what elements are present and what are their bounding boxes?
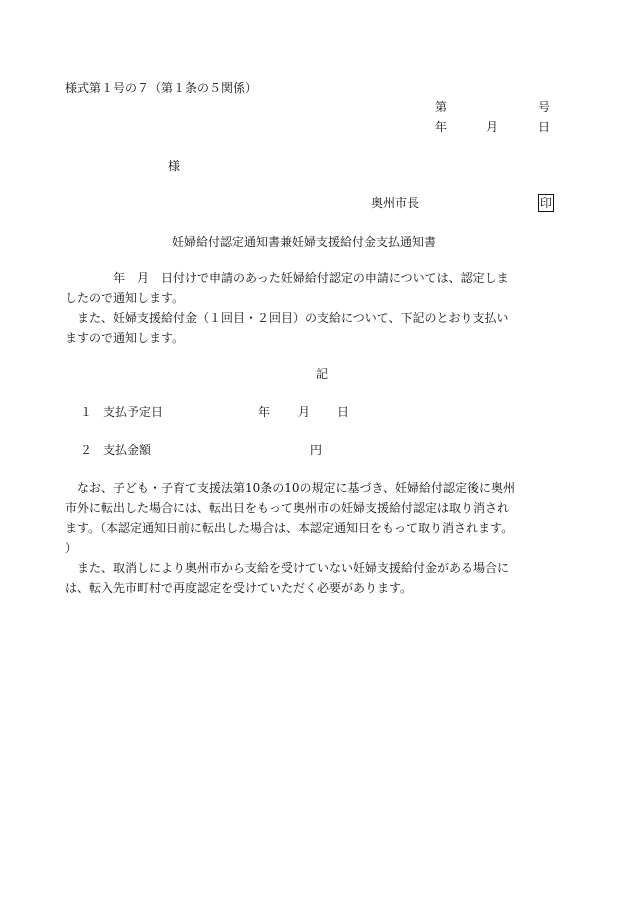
note1-line4: ） bbox=[65, 541, 78, 555]
item-1-day: 日 bbox=[337, 405, 350, 419]
ki-heading: 記 bbox=[316, 367, 329, 381]
doc-number-prefix: 第 bbox=[435, 100, 448, 114]
para2-line2: ますので通知します。 bbox=[65, 331, 185, 345]
seal-mark bbox=[538, 193, 554, 213]
seal-label: 印 bbox=[540, 196, 553, 210]
item-2-number: ２ bbox=[80, 443, 93, 457]
document-title: 妊婦給付認定通知書兼妊婦支援給付金支払通知書 bbox=[172, 235, 437, 249]
item-1-year: 年 bbox=[258, 405, 271, 419]
item-1-label: 支払予定日 bbox=[103, 405, 164, 419]
para2-line1: また、妊婦支援給付金（１回目・２回目）の支給について、下記のとおり支払い bbox=[65, 311, 509, 325]
item-1-month: 月 bbox=[298, 405, 311, 419]
note2-line1: また、取消しにより奥州市から支給を受けていない妊婦支援給付金がある場合に bbox=[65, 561, 510, 575]
issuer-name: 奥州市長 bbox=[371, 196, 420, 210]
form-number: 様式第１号の７（第１条の５関係） bbox=[65, 81, 258, 95]
para1-line1: 年 月 日付けで申請のあった妊婦給付認定の申請については、認定しま bbox=[65, 271, 509, 285]
date-year: 年 bbox=[435, 120, 448, 134]
item-1-number: １ bbox=[80, 405, 93, 419]
note1-line2: 市外に転出した場合には、転出日をもって奥州市の妊婦支援給付認定は取り消され bbox=[65, 501, 510, 515]
body-text bbox=[65, 268, 577, 348]
notes-text bbox=[65, 478, 577, 598]
para1-line2: したので通知します。 bbox=[65, 291, 185, 305]
item-2-unit: 円 bbox=[310, 443, 323, 457]
date-month: 月 bbox=[486, 120, 499, 134]
note2-line2: は、転入先市町村で再度認定を受けていただく必要があります。 bbox=[65, 581, 413, 595]
doc-number-suffix: 号 bbox=[538, 100, 551, 114]
item-2-label: 支払金額 bbox=[103, 443, 152, 457]
note1-line1: なお、子ども・子育て支援法第10条の10の規定に基づき、妊婦給付認定後に奥州 bbox=[65, 481, 516, 495]
addressee-honorific: 様 bbox=[168, 159, 181, 173]
note1-line3: ます。（本認定通知日前に転出した場合は、本認定通知日をもって取り消されます。 bbox=[65, 521, 514, 535]
date-day: 日 bbox=[538, 120, 551, 134]
